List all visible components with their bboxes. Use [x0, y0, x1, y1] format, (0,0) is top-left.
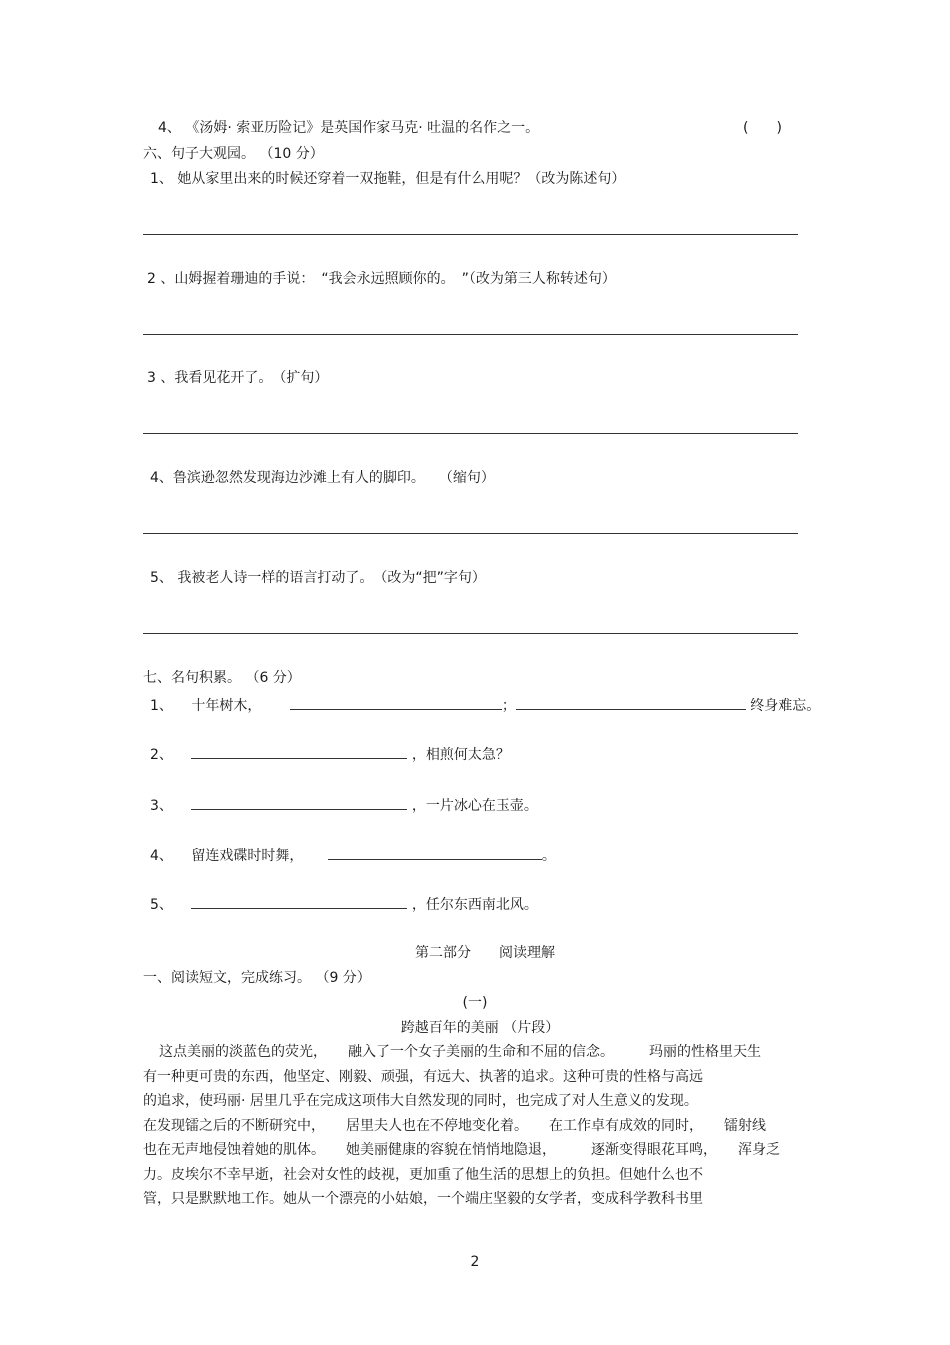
item-number: 2、 [150, 747, 173, 763]
section6-item-2: 2 、山姆握着珊迪的手说： “我会永远照顾你的。 ”（改为第三人称转述句） [147, 271, 616, 287]
item-suffix: 。 [541, 848, 556, 864]
answer-line-4[interactable] [143, 533, 798, 534]
section7-item-2 [150, 744, 510, 764]
section6-item-3: 3 、我看见花开了。 （扩句） [147, 370, 329, 386]
item-suffix: ，任尔东西南北风。 [411, 897, 538, 913]
passage-body [143, 1040, 803, 1212]
part2-title: 第二部分 阅读理解 [415, 945, 555, 961]
answer-line-3[interactable] [143, 433, 798, 434]
section7-heading: 七、名句积累。 （6 分） [143, 670, 301, 686]
item-separator: ； [501, 698, 516, 714]
item-number: 5、 [150, 897, 173, 913]
fill-blank[interactable] [191, 795, 407, 810]
page-number: 2 [470, 1254, 480, 1270]
section7-item-3 [150, 795, 538, 815]
section6-item-1: 1、 她从家里出来的时候还穿着一双拖鞋，但是有什么用呢？（改为陈述句） [150, 171, 626, 187]
fill-blank[interactable] [290, 695, 502, 710]
answer-line-2[interactable] [143, 334, 798, 335]
fill-blank[interactable] [191, 744, 407, 759]
item-number: 4、 [150, 848, 173, 864]
item-suffix: ，一片冰心在玉壶。 [411, 798, 538, 814]
section6-item-4: 4、鲁滨逊忽然发现海边沙滩上有人的脚印。 （缩句） [150, 470, 495, 486]
passage-line: 也在无声地侵蚀着她的肌体。 她美丽健康的容貌在悄悄地隐退， 逐渐变得眼花耳鸣， 浑身乏 [143, 1142, 780, 1158]
item-suffix: 终身难忘。 [750, 698, 821, 714]
item-number: 1、 [150, 698, 173, 714]
passage-line: 这点美丽的淡蓝色的荧光， 融入了一个女子美丽的生命和不屈的信念。 玛丽的性格里天生 [159, 1044, 761, 1060]
passage-line: 管，只是默默地工作。她从一个漂亮的小姑娘，一个端庄坚毅的女学者，变成科学教科书里 [143, 1191, 703, 1207]
passage-line: 有一种更可贵的东西，他坚定、刚毅、顽强，有远大、执著的追求。这种可贵的性格与高远 [143, 1068, 703, 1085]
passage-number: (一) [462, 995, 488, 1011]
passage-line: 的追求，使玛丽· 居里几乎在完成这项伟大自然发现的同时，也完成了对人生意义的发现。 [143, 1093, 698, 1109]
section7-item-4 [150, 845, 556, 865]
answer-parentheses[interactable]: ( ) [743, 120, 782, 136]
section6-item-5: 5、 我被老人诗一样的语言打动了。 （改为“把”字句） [150, 570, 486, 586]
answer-line-5[interactable] [143, 633, 798, 634]
item-prefix: 十年树木， [191, 698, 262, 714]
passage-line: 在发现镭之后的不断研究中， 居里夫人也在不停地变化着。 在工作卓有成效的同时， 镭射线 [143, 1117, 766, 1134]
item-prefix: 留连戏碟时时舞， [191, 848, 304, 864]
passage-line: 力。皮埃尔不幸早逝，社会对女性的歧视，更加重了他生活的思想上的负担。但她什么也不 [143, 1166, 703, 1183]
item-suffix: ，相煎何太急？ [411, 747, 510, 763]
answer-line-1[interactable] [143, 234, 798, 235]
reading-question-heading: 一、阅读短文，完成练习。 （9 分） [143, 970, 371, 986]
q4-statement: 4、 《汤姆· 索亚历险记》是英国作家马克· 吐温的名作之一。 [158, 120, 540, 136]
section7-item-5 [150, 894, 538, 914]
fill-blank[interactable] [516, 695, 746, 710]
fill-blank[interactable] [328, 845, 542, 860]
fill-blank[interactable] [191, 894, 407, 909]
section6-heading: 六、句子大观园。 （10 分） [143, 146, 324, 162]
section7-item-1 [150, 695, 820, 715]
passage-title: 跨越百年的美丽 （片段） [400, 1020, 560, 1036]
item-number: 3、 [150, 798, 173, 814]
